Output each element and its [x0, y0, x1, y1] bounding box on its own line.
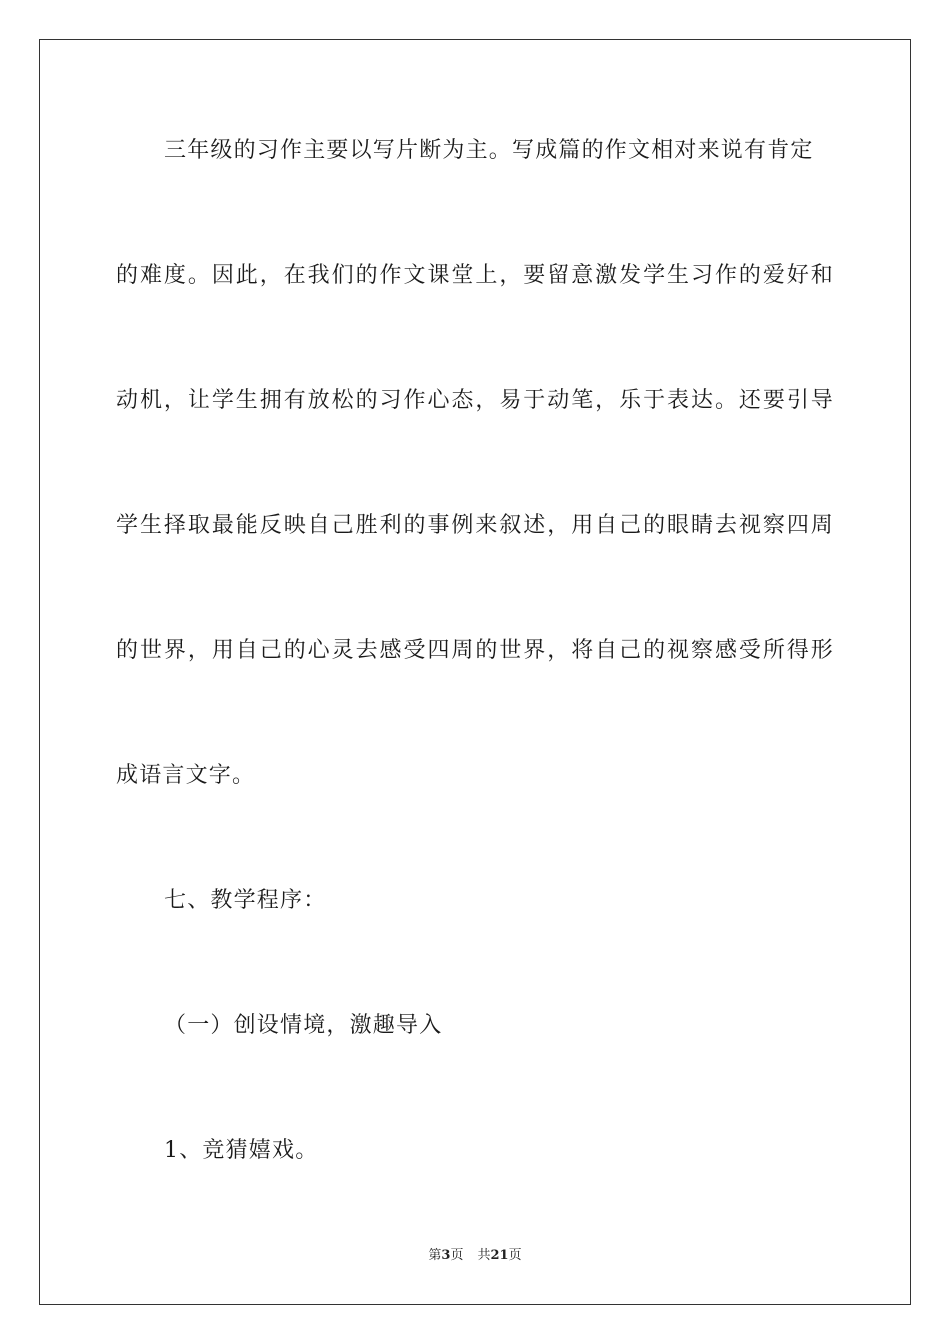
paragraph-line-6: 成语言文字。: [116, 763, 256, 788]
footer-page-total: 21: [490, 1248, 509, 1263]
footer-page-suffix: 页: [450, 1248, 464, 1263]
section-heading: 七、教学程序：: [164, 888, 327, 913]
page-border: [39, 39, 911, 1305]
paragraph-line-1: 三年级的习作主要以写片断为主。写成篇的作文相对来说有肯定: [164, 138, 814, 163]
paragraph-line-4: 学生择取最能反映自己胜利的事例来叙述，用自己的眼睛去视察四周: [116, 513, 834, 538]
paragraph-line-5: 的世界，用自己的心灵去感受四周的世界，将自己的视察感受所得形: [116, 638, 834, 663]
subsection-heading: （一）创设情境，激趣导入: [164, 1013, 443, 1038]
footer-page-current: 3: [441, 1248, 451, 1263]
footer-page-prefix: 第: [428, 1248, 442, 1263]
footer-total-prefix: 共: [477, 1248, 491, 1263]
paragraph-line-2: 的难度。因此，在我们的作文课堂上，要留意激发学生习作的爱好和: [116, 263, 834, 288]
footer-total-suffix: 页: [508, 1248, 522, 1263]
paragraph-line-3: 动机，让学生拥有放松的习作心态，易于动笔，乐于表达。还要引导: [116, 388, 834, 413]
page-footer: [0, 1247, 950, 1265]
list-item-1: 1、竞猜嬉戏。: [164, 1138, 319, 1163]
